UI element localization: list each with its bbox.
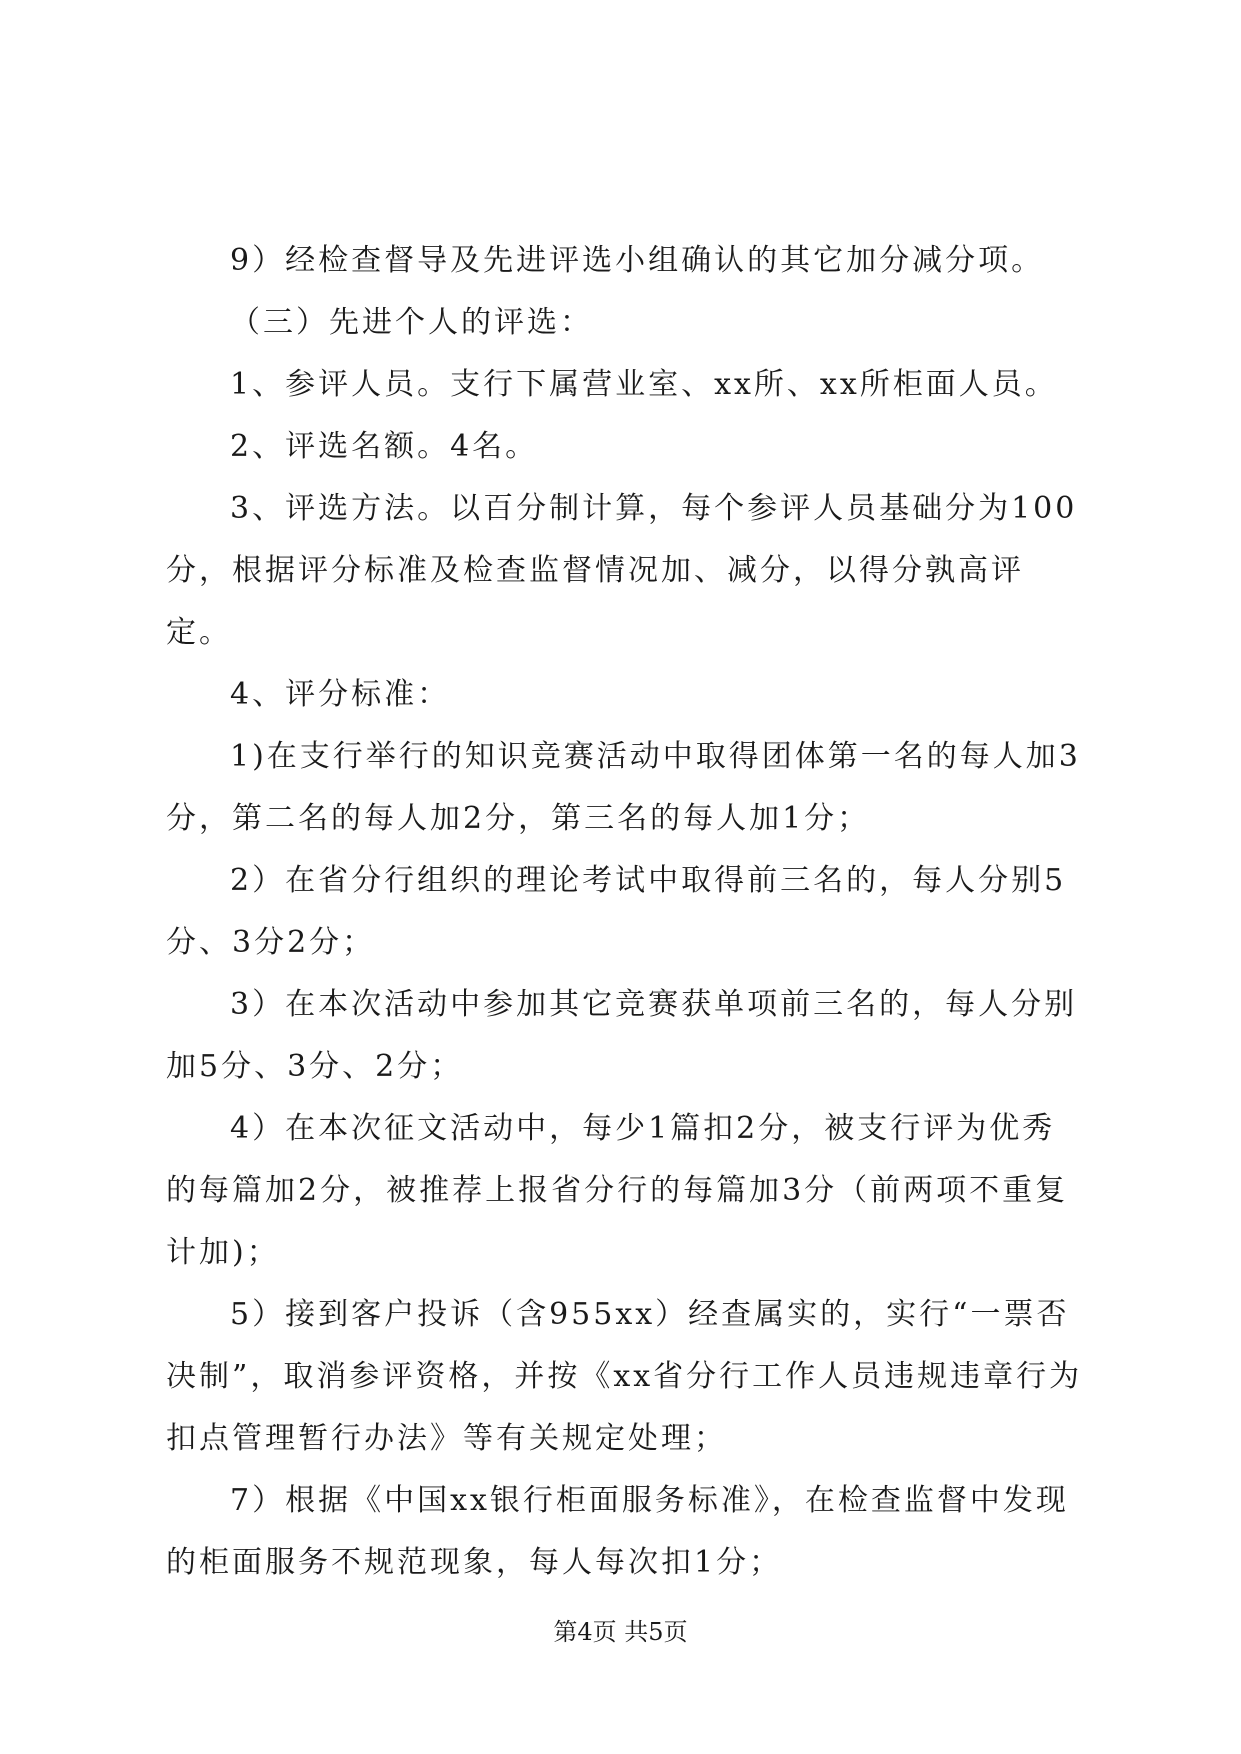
paragraph-criterion-7: 7）根据《中国xx银行柜面服务标准》，在检查监督中发现的柜面服务不规范现象，每人每次扣1分； [166,1483,1069,1580]
paragraph-item-9: 9）经检查督导及先进评选小组确认的其它加分减分项。 [230,243,1045,278]
paragraph-criteria-heading: 4、评分标准： [230,677,451,712]
paragraph-criterion-2: 2）在省分行组织的理论考试中取得前三名的，每人分别5分、3分2分； [166,863,1067,960]
paragraph-criterion-5: 5）接到客户投诉（含955xx）经查属实的，实行“一票否决制”，取消参评资格，并按《xx省分行工作人员违规违章行为扣点管理暂行办法》等有关规定处理； [166,1297,1083,1456]
paragraph-criterion-3: 3）在本次活动中参加其它竞赛获单项前三名的，每人分别加5分、3分、2分； [166,987,1078,1084]
paragraph-method: 3、评选方法。以百分制计算，每个参评人员基础分为100分，根据评分标准及检查监督情况加、减分，以得分孰高评定。 [166,491,1078,650]
paragraph-criterion-1: 1)在支行举行的知识竞赛活动中取得团体第一名的每人加3分，第二名的每人加2分，第三名的每人加1分； [166,739,1081,836]
paragraph-participants: 1、参评人员。支行下属营业室、xx所、xx所柜面人员。 [230,367,1058,402]
paragraph-criterion-4: 4）在本次征文活动中，每少1篇扣2分，被支行评为优秀的每篇加2分，被推荐上报省分行的每篇加3分（前两项不重复计加)； [166,1111,1069,1270]
paragraph-quota: 2、评选名额。4名。 [230,429,539,464]
section-heading-individual-selection: （三）先进个人的评选： [230,305,593,340]
page-number-footer: 第4页 共5页 [553,1618,688,1646]
document-body [166,230,1086,1594]
